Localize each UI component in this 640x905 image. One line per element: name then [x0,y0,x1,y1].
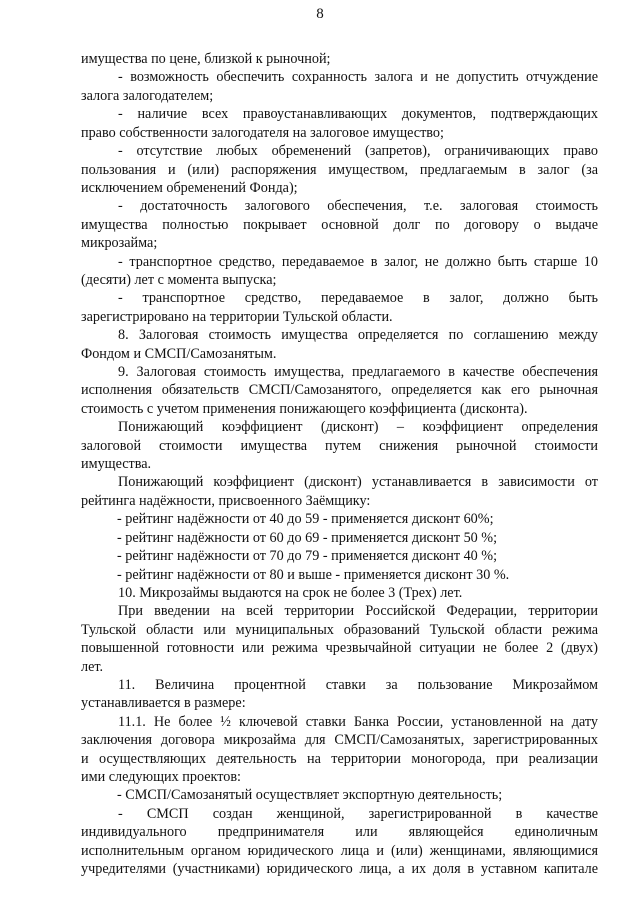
text-line: имущества. [81,456,152,472]
text-line: право собственности залогодателя на залоговое имущество; [81,124,444,141]
text-line: - возможность обеспечить сохранность залога и не допустить отчуждение [118,69,598,86]
text-line: ими следующих проектов: [81,769,241,785]
list-item: - рейтинг надёжности от 60 до 69 - применяется дисконт 50 %; [117,529,498,546]
text-line: заключения договора микрозайма для СМСП/Самозанятых, зарегистрированных [81,732,598,749]
text-line: - транспортное средство, передаваемое в залог, должно быть [118,290,598,307]
text-line: - достаточность залогового обеспечения, т.е. залоговая стоимость [118,198,598,215]
list-item: - СМСП/Самозанятый осуществляет экспортную деятельность; [117,787,503,804]
text-line: Тульской области или муниципальных образований Тульской области режима [81,621,598,638]
text-line: 11.1. Не более ½ ключевой ставки Банка России, установленной на дату [118,713,598,730]
text-line: микрозайма; [81,235,158,252]
text-line: Фондом и СМСП/Самозанятым. [81,345,277,362]
text-line: повышенной готовности или режима чрезвычайной ситуации не более 2 (двух) [81,640,598,657]
text-line: индивидуального предпринимателя или являющейся единоличным [81,824,598,841]
list-item: - рейтинг надёжности от 80 и выше - применяется дисконт 30 %. [117,566,510,583]
text-line: исполнения обязательств СМСП/Самозанятого, определяется как его рыночная [81,382,598,399]
text-line: - транспортное средство, передаваемое в залог, не должно быть старше 10 [118,253,598,270]
text-line: 11. Величина процентной ставки за пользование Микрозаймом [118,676,598,693]
page-number: 8 [316,6,324,22]
text-line: 9. Залоговая стоимость имущества, предлагаемого в качестве обеспечения [118,364,598,380]
text-line: устанавливается в размере: [81,695,246,712]
text-line: учредителями (участниками) юридического лица, а их доля в уставном капитале [81,861,598,877]
text-line: Понижающий коэффициент (дисконт) – коэффициент определения [118,419,598,436]
list-item: - рейтинг надёжности от 40 до 59 - применяется дисконт 60%; [117,511,494,528]
text-line: Понижающий коэффициент (дисконт) устанавливается в зависимости от [118,474,598,491]
text-line: 8. Залоговая стоимость имущества определяется по соглашению между [118,327,598,344]
text-line: лет. [81,658,104,675]
text-line: - отсутствие любых обременений (запретов), ограничивающих право [118,143,598,159]
text-line: При введении на всей территории Российской Федерации, территории [118,603,598,620]
text-line: залоговой стоимости имущества путем снижения рыночной стоимости [81,437,598,454]
text-line: имущества по цене, близкой к рыночной; [81,51,331,67]
text-line: стоимость с учетом применения понижающего коэффициента (дисконта). [81,400,528,417]
text-line: залога залогодателем; [81,87,214,104]
text-line: 10. Микрозаймы выдаются на срок не более 3 (Трех) лет. [118,584,463,601]
text-line: исключением обременений Фонда); [81,179,298,196]
text-line: имущества полностью покрывает основной долг по договору о выдаче [81,216,598,233]
text-line: рейтинга надёжности, присвоенного Заёмщику: [81,492,371,509]
text-line: зарегистрировано на территории Тульской области. [81,308,393,325]
text-line: исполнительным органом юридического лица и (или) женщинами, являющимися [81,842,598,859]
text-line: пользования и (или) распоряжения имуществом, предлагаемым в залог (за [81,161,598,178]
text-line: и осуществляющих деятельность на территории моногорода, при реализации [81,750,598,767]
text-line: - наличие всех правоустанавливающих документов, подтверждающих [118,106,598,123]
text-line: (десяти) лет с момента выпуска; [81,271,277,288]
list-item: - СМСП создан женщиной, зарегистрированной в качестве [118,805,598,822]
list-item: - рейтинг надёжности от 70 до 79 - применяется дисконт 40 %; [117,548,498,564]
